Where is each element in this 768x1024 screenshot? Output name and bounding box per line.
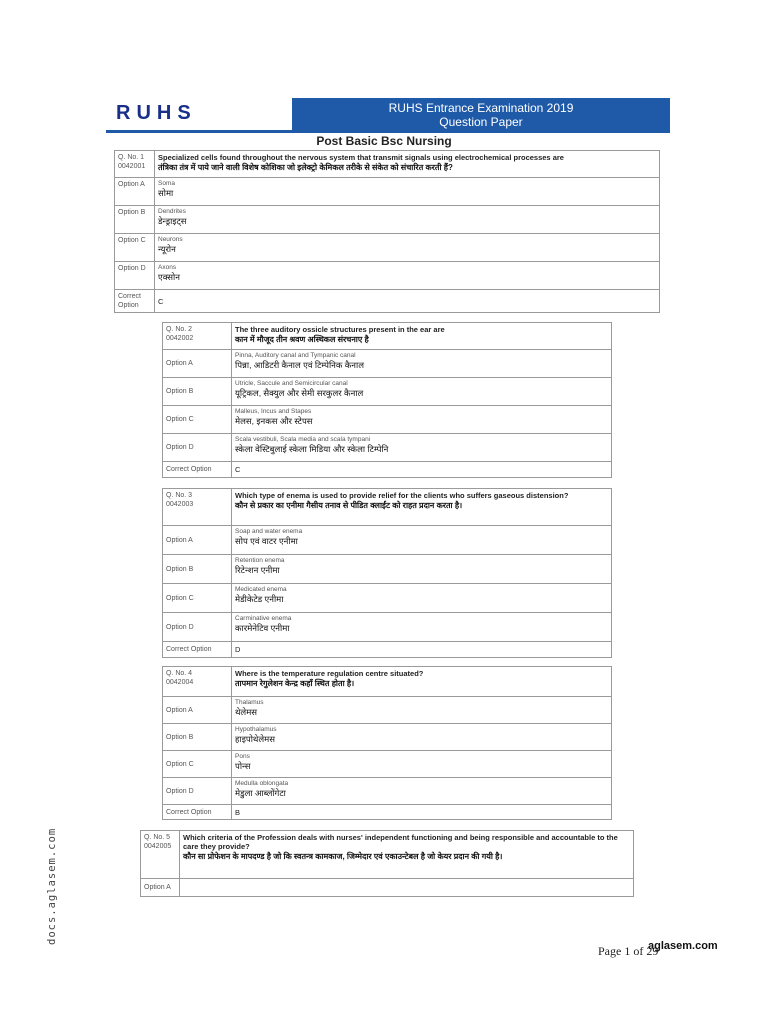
question-text-cell: [180, 831, 634, 879]
option-text-en: Malleus, Incus and Stapes: [235, 408, 312, 415]
question-card: [114, 150, 660, 313]
option-text-en: Hypothalamus: [235, 726, 277, 733]
option-a: [232, 697, 612, 724]
question-text-en: The three auditory ossicle structures present in the ear are: [235, 325, 445, 334]
question-number: Q. No. 2: [166, 326, 193, 333]
option-d: [232, 613, 612, 642]
option-text-hi: स्केला वेस्टिबुलाई स्केला मिडिया और स्केला टिम्पेनि: [235, 444, 389, 454]
question-code: 0042001: [118, 163, 146, 170]
question-code: 0042005: [144, 843, 172, 850]
option-d: [232, 778, 612, 805]
option-text-hi: हाइपोथेलेमस: [235, 734, 275, 744]
question-card: [162, 322, 612, 478]
option-text-en: Medicated enema: [235, 586, 287, 593]
option-text-en: Soap and water enema: [235, 528, 303, 535]
option-d: [232, 434, 612, 462]
option-text-en: Scala vestibuli, Scala media and scala tympani: [235, 436, 371, 443]
option-c: [232, 751, 612, 778]
question-text-cell: [155, 151, 660, 178]
option-a: [180, 879, 634, 897]
question-code: 0042003: [166, 501, 194, 508]
correct-option-label: Correct Option: [163, 462, 232, 478]
question-code: 0042002: [166, 335, 194, 342]
option-text-en: Thalamus: [235, 699, 264, 706]
question-number: Q. No. 1: [118, 154, 145, 161]
option-label: Option B: [163, 724, 232, 751]
question-text-hi: कौन से प्रकार का एनीमा गैसीय तनाव से पीडित क्लाईंट को राहत प्रदान करता है।: [235, 501, 463, 510]
question-number: Q. No. 5: [144, 834, 171, 841]
brand-watermark: aglasem.com: [648, 940, 718, 952]
option-c: [232, 406, 612, 434]
ruhs-logo: RUHS: [116, 102, 197, 124]
option-label: Option A: [163, 697, 232, 724]
option-text-en: Utricle, Saccule and Semicircular canal: [235, 380, 348, 387]
option-b: [232, 555, 612, 584]
option-text-hi: न्यूरोन: [158, 244, 176, 254]
option-label: Option D: [163, 778, 232, 805]
question-text-en: Which criteria of the Profession deals with nurses' independent functioning and being responsible and accountable to the care they provide?: [183, 833, 618, 851]
option-a: [232, 350, 612, 378]
question-text-en: Specialized cells found throughout the nervous system that transmit signals using electrochemical processes are: [158, 153, 564, 162]
question-text-en: Which type of enema is used to provide relief for the clients who suffers gaseous distension?: [235, 491, 569, 500]
question-code: 0042004: [166, 679, 194, 686]
question-number-cell: [163, 323, 232, 350]
option-b: [232, 378, 612, 406]
question-text-hi: तापमान रेगुलेशन केन्द्र कहाँ स्थित होता है।: [235, 679, 355, 688]
option-text-en: Dendrites: [158, 208, 186, 215]
option-label: Option C: [115, 234, 155, 262]
option-label: Option B: [163, 555, 232, 584]
option-label: Option D: [115, 262, 155, 290]
option-label: Option D: [163, 613, 232, 642]
correct-option-label: Correct Option: [163, 805, 232, 820]
subject-title: Post Basic Bsc Nursing: [316, 134, 452, 148]
option-text-en: Pinna, Auditory canal and Tympanic canal: [235, 352, 356, 359]
option-label: Option B: [163, 378, 232, 406]
option-label: Option C: [163, 406, 232, 434]
question-number-cell: [141, 831, 180, 879]
question-card: [140, 830, 634, 897]
option-c: [232, 584, 612, 613]
correct-option-value: D: [232, 642, 612, 658]
page-number: Page 1 of 29: [598, 944, 659, 958]
question-text-cell: [232, 323, 612, 350]
question-text-cell: [232, 667, 612, 697]
option-label: Option C: [163, 751, 232, 778]
option-text-en: Retention enema: [235, 557, 285, 564]
question-number-cell: [115, 151, 155, 178]
option-text-hi: थेलेमस: [235, 707, 258, 717]
option-text-hi: एक्सोन: [158, 272, 180, 282]
exam-title: RUHS Entrance Examination 2019: [388, 101, 574, 115]
option-b: [155, 206, 660, 234]
correct-option-value: C: [155, 290, 660, 313]
option-text-hi: मेलस, इनकस और स्टेपस: [235, 416, 313, 426]
option-label: Option C: [163, 584, 232, 613]
option-text-hi: रिटेन्शन एनीमा: [235, 565, 280, 575]
option-text-hi: मेडुला आब्लोंगेटा: [235, 788, 286, 798]
option-text-hi: पोन्स: [235, 761, 251, 771]
option-text-en: Medulla oblongata: [235, 780, 289, 787]
question-card: [162, 488, 612, 658]
option-text-en: Neurons: [158, 236, 183, 243]
question-text-hi: तंत्रिका तंत्र में पाये जाने वाली विशेष कोशिका जो इलेक्ट्रो केमिकल तरीके से संकेत को संचारित करती हैं?: [158, 163, 453, 172]
question-text-en: Where is the temperature regulation centre situated?: [235, 669, 424, 678]
question-number: Q. No. 3: [166, 492, 193, 499]
option-b: [232, 724, 612, 751]
question-text-hi: कान में मौजूद तीन श्रवण अस्थिकल संरचनाए है: [235, 335, 369, 344]
question-card: [162, 666, 612, 820]
paper-type: Question Paper: [439, 115, 523, 129]
option-label: Option A: [141, 879, 180, 897]
correct-option-value: C: [232, 462, 612, 478]
option-label: Option B: [115, 206, 155, 234]
option-label: Option D: [163, 434, 232, 462]
option-text-en: Carminative enema: [235, 615, 292, 622]
question-text-hi: कौन सा प्रोफेशन के मापदण्ड है जो कि स्वतन्त्र कामकाज, जिम्मेदार एवं एकाउन्टेबल है जो केयर प्रदान की गयी है।: [183, 852, 503, 861]
option-c: [155, 234, 660, 262]
exam-title-banner: [292, 98, 670, 132]
option-label: Option A: [115, 178, 155, 206]
option-text-hi: सोमा: [158, 188, 174, 198]
option-text-hi: पिन्ना, आडिटरी कैनाल एवं टिम्पेनिक कैनाल: [235, 360, 364, 370]
question-number: Q. No. 4: [166, 670, 193, 677]
side-watermark: [46, 825, 70, 955]
question-number-cell: [163, 489, 232, 526]
option-a: [232, 526, 612, 555]
option-d: [155, 262, 660, 290]
header-rule: [106, 130, 670, 133]
option-label: Option A: [163, 350, 232, 378]
question-text-cell: [232, 489, 612, 526]
option-text-hi: सोप एवं वाटर एनीमा: [235, 536, 298, 546]
question-number-cell: [163, 667, 232, 697]
option-text-en: Pons: [235, 753, 250, 760]
option-text-en: Soma: [158, 180, 175, 187]
option-text-hi: यूट्रिकल, सैक्युल और सेमी सरकुलर कैनाल: [235, 388, 364, 398]
option-text-hi: डेन्ड्राइट्स: [158, 216, 187, 226]
watermark-text: docs.aglasem.com: [46, 827, 58, 945]
correct-option-label: Correct Option: [115, 290, 155, 313]
option-text-hi: कारमेनेटिव एनीमा: [235, 623, 290, 633]
option-text-en: Axons: [158, 264, 177, 271]
correct-option-label: Correct Option: [163, 642, 232, 658]
option-text-hi: मेडीकेटेड एनीमा: [235, 594, 284, 604]
option-a: [155, 178, 660, 206]
correct-option-value: B: [232, 805, 612, 820]
option-label: Option A: [163, 526, 232, 555]
